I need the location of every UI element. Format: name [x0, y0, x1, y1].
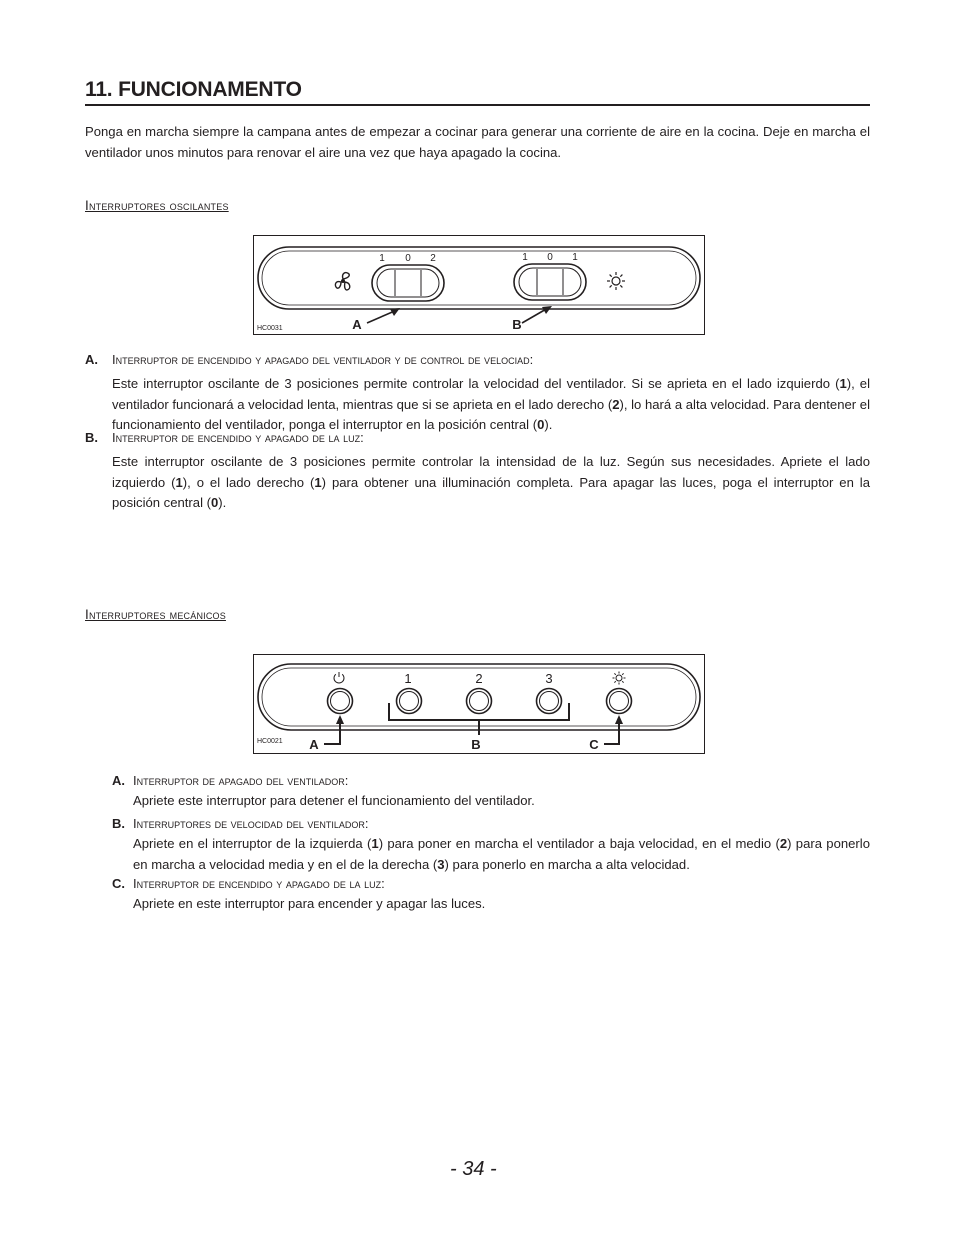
button-speed-3 [537, 689, 562, 714]
item-heading-text: Interruptor de encendido y apagado de la luz: [112, 430, 364, 445]
item-b-text: Este interruptor oscilante de 3 posiciones permite controlar la intensidad de la luz. Según sus necesidades. Apriete el lado izquierdo (1), o el lado derecho (1) para obtener una illuminación completa. Para apagar las luces, poga el interruptor en la posición central (0). [112, 454, 870, 510]
section-heading-rocker: Interruptores oscilantes [85, 198, 229, 213]
item-a2-heading [112, 773, 348, 789]
fan-icon [335, 273, 349, 290]
item-letter: A. [85, 352, 98, 367]
item-b2-text: Apriete en el interruptor de la izquierda (1) para poner en marcha el ventilador a baja velocidad, en el medio (2) para ponerlo en marcha a velocidad media y en el de la derecha (3) para ponerlo en marcha a alta velocidad. [133, 836, 870, 872]
rocker-switch-diagram [253, 235, 705, 335]
item-b-heading [85, 430, 364, 446]
item-letter: B. [85, 430, 98, 445]
light-sun-icon [607, 272, 625, 290]
switch-b-mark-1a: 1 [522, 252, 528, 263]
diagram-code: HC0021 [257, 738, 283, 745]
label-b: B [512, 317, 522, 332]
button-speed-2 [467, 689, 492, 714]
diagram-code: HC0031 [257, 325, 283, 332]
label-b: B [471, 737, 481, 752]
switch-b-mark-0: 0 [547, 252, 553, 263]
button-mark-1: 1 [404, 671, 412, 686]
button-mark-3: 3 [545, 671, 553, 686]
item-heading-text: Interruptor de encendido y apagado del ventilador y de control de velociad: [112, 352, 534, 367]
item-letter: C. [112, 876, 125, 891]
button-speed-1 [397, 689, 422, 714]
button-light [607, 689, 632, 714]
arrow-c [604, 722, 619, 744]
item-letter: A. [112, 773, 125, 788]
switch-a-mark-2: 2 [430, 253, 436, 264]
rocker-switch-a [372, 265, 444, 301]
button-off [328, 689, 353, 714]
light-sun-icon [613, 672, 626, 685]
item-heading-text: Interruptor de encendido y apagado de la luz: [133, 876, 385, 891]
label-c: C [589, 737, 599, 752]
page-number: - 34 - [450, 1158, 497, 1180]
label-a: A [309, 737, 319, 752]
arrow-a-head [336, 715, 344, 724]
label-a: A [352, 317, 362, 332]
switch-a-mark-0: 0 [405, 253, 411, 264]
item-a-heading [85, 352, 533, 368]
mechanical-switch-diagram [253, 654, 705, 754]
switch-a-mark-1: 1 [379, 253, 385, 264]
item-a2-text: Apriete este interruptor para detener el funcionamiento del ventilador. [133, 793, 535, 808]
item-heading-text: Interruptor de apagado del ventilador: [133, 773, 349, 788]
section-heading-mechanical: Interruptores mecánicos [85, 607, 226, 622]
panel-inner-outline [262, 251, 696, 305]
arrow-c-head [615, 715, 623, 724]
power-icon [334, 672, 344, 683]
arrow-a [324, 722, 340, 744]
rocker-switch-b [514, 264, 586, 300]
button-mark-2: 2 [475, 671, 483, 686]
page-title: 11. FUNCIONAMENTO [85, 78, 870, 106]
item-letter: B. [112, 816, 125, 831]
switch-b-mark-1b: 1 [572, 252, 578, 263]
panel-outline [258, 247, 700, 309]
intro-paragraph: Ponga en marcha siempre la campana antes de empezar a cocinar para generar una corriente de aire en la cocina. Deje en marcha el ventilador unos minutos para renovar el aire una vez que haya apagado la cocina. [85, 124, 870, 160]
item-a-text: Este interruptor oscilante de 3 posiciones permite controlar la velocidad del ventilador. Si se aprieta en el lado izquierdo (1), el ventilador funcionará a velocidad lenta, mientras que si se aprieta en el lado derecho (2), lo hará a alta velocidad. Para dentener el funcionamiento del ventilador, ponga el interruptor en la posición central (0). [112, 376, 870, 432]
item-b2-heading [112, 816, 369, 832]
item-c2-text: Apriete en este interruptor para encender y apagar las luces. [133, 896, 486, 911]
item-c2-heading [112, 876, 385, 892]
item-heading-text: Interruptores de velocidad del ventilador: [133, 816, 369, 831]
